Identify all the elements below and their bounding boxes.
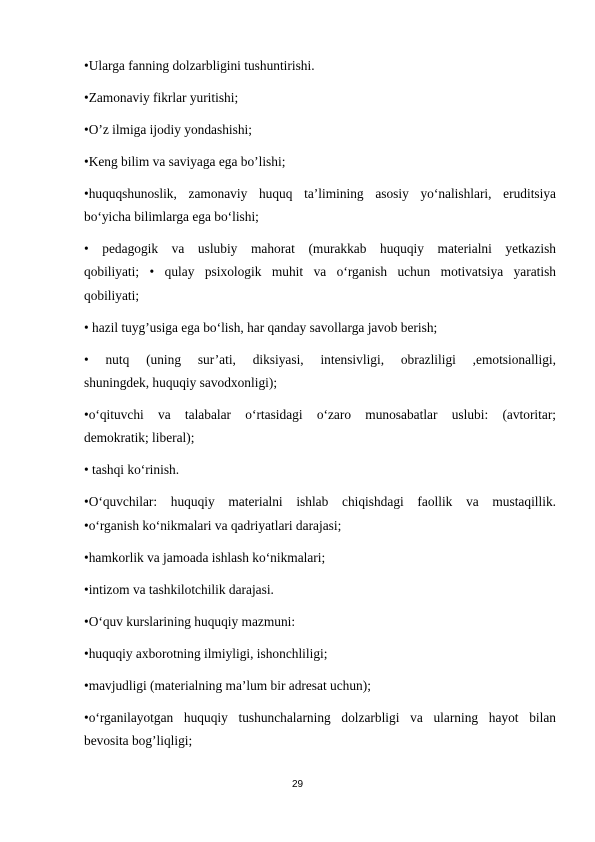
text-line: •O‘quv kurslarining huquqiy mazmuni: xyxy=(84,614,296,629)
text-line: •huquqiy axborotning ilmiyligi, ishonchliligi; xyxy=(84,646,328,661)
text-line: bo‘yicha bilimlarga ega bo‘lishi; xyxy=(84,209,259,224)
text-line: qobiliyati; • qulay psixologik muhit va o‘rganish uchun motivatsiya yaratish xyxy=(84,264,556,279)
page-number: 29 xyxy=(291,779,304,790)
text-line: demokratik; liberal); xyxy=(84,430,195,445)
text-line: •huquqshunoslik, zamonaviy huquq ta’limining asosiy yo‘nalishlari, eruditsiya xyxy=(84,186,556,201)
text-line: shuningdek, huquqiy savodxonligi); xyxy=(84,375,278,390)
text-line: • tashqi ko‘rinish. xyxy=(84,462,180,477)
text-line: •mavjudligi (materialning ma’lum bir adresat uchun); xyxy=(84,678,371,693)
text-line: qobiliyati; xyxy=(84,288,140,303)
text-line: •Zamonaviy fikrlar yuritishi; xyxy=(84,90,239,105)
text-line: •o‘rganish ko‘nikmalari va qadriyatlari darajasi; xyxy=(84,518,342,533)
text-line: •o‘rganilayotgan huquqiy tushunchalarning dolzarbligi va ularning hayot bilan xyxy=(84,710,556,725)
text-line: •O’z ilmiga ijodiy yondashishi; xyxy=(84,122,252,137)
text-line: •hamkorlik va jamoada ishlash ko‘nikmalari; xyxy=(84,550,326,565)
text-line: bevosita bog’liqligi; xyxy=(84,733,193,748)
text-line: • hazil tuyg’usiga ega bo‘lish, har qanday savollarga javob berish; xyxy=(84,320,438,335)
text-line: • pedagogik va uslubiy mahorat (murakkab huquqiy materialni yetkazish xyxy=(84,241,556,256)
text-line: •Keng bilim va saviyaga ega bo’lishi; xyxy=(84,154,286,169)
text-line: •intizom va tashkilotchilik darajasi. xyxy=(84,582,274,597)
text-line: •O‘quvchilar: huquqiy materialni ishlab chiqishdagi faollik va mustaqillik. xyxy=(84,494,556,509)
text-line: • nutq (uning sur’ati, diksiyasi, intensivligi, obrazliligi ,emotsionalligi, xyxy=(84,352,556,367)
text-line: •o‘qituvchi va talabalar o‘rtasidagi o‘zaro munosabatlar uslubi: (avtoritar; xyxy=(84,407,556,422)
text-line: •Ularga fanning dolzarbligini tushuntirishi. xyxy=(84,58,315,73)
